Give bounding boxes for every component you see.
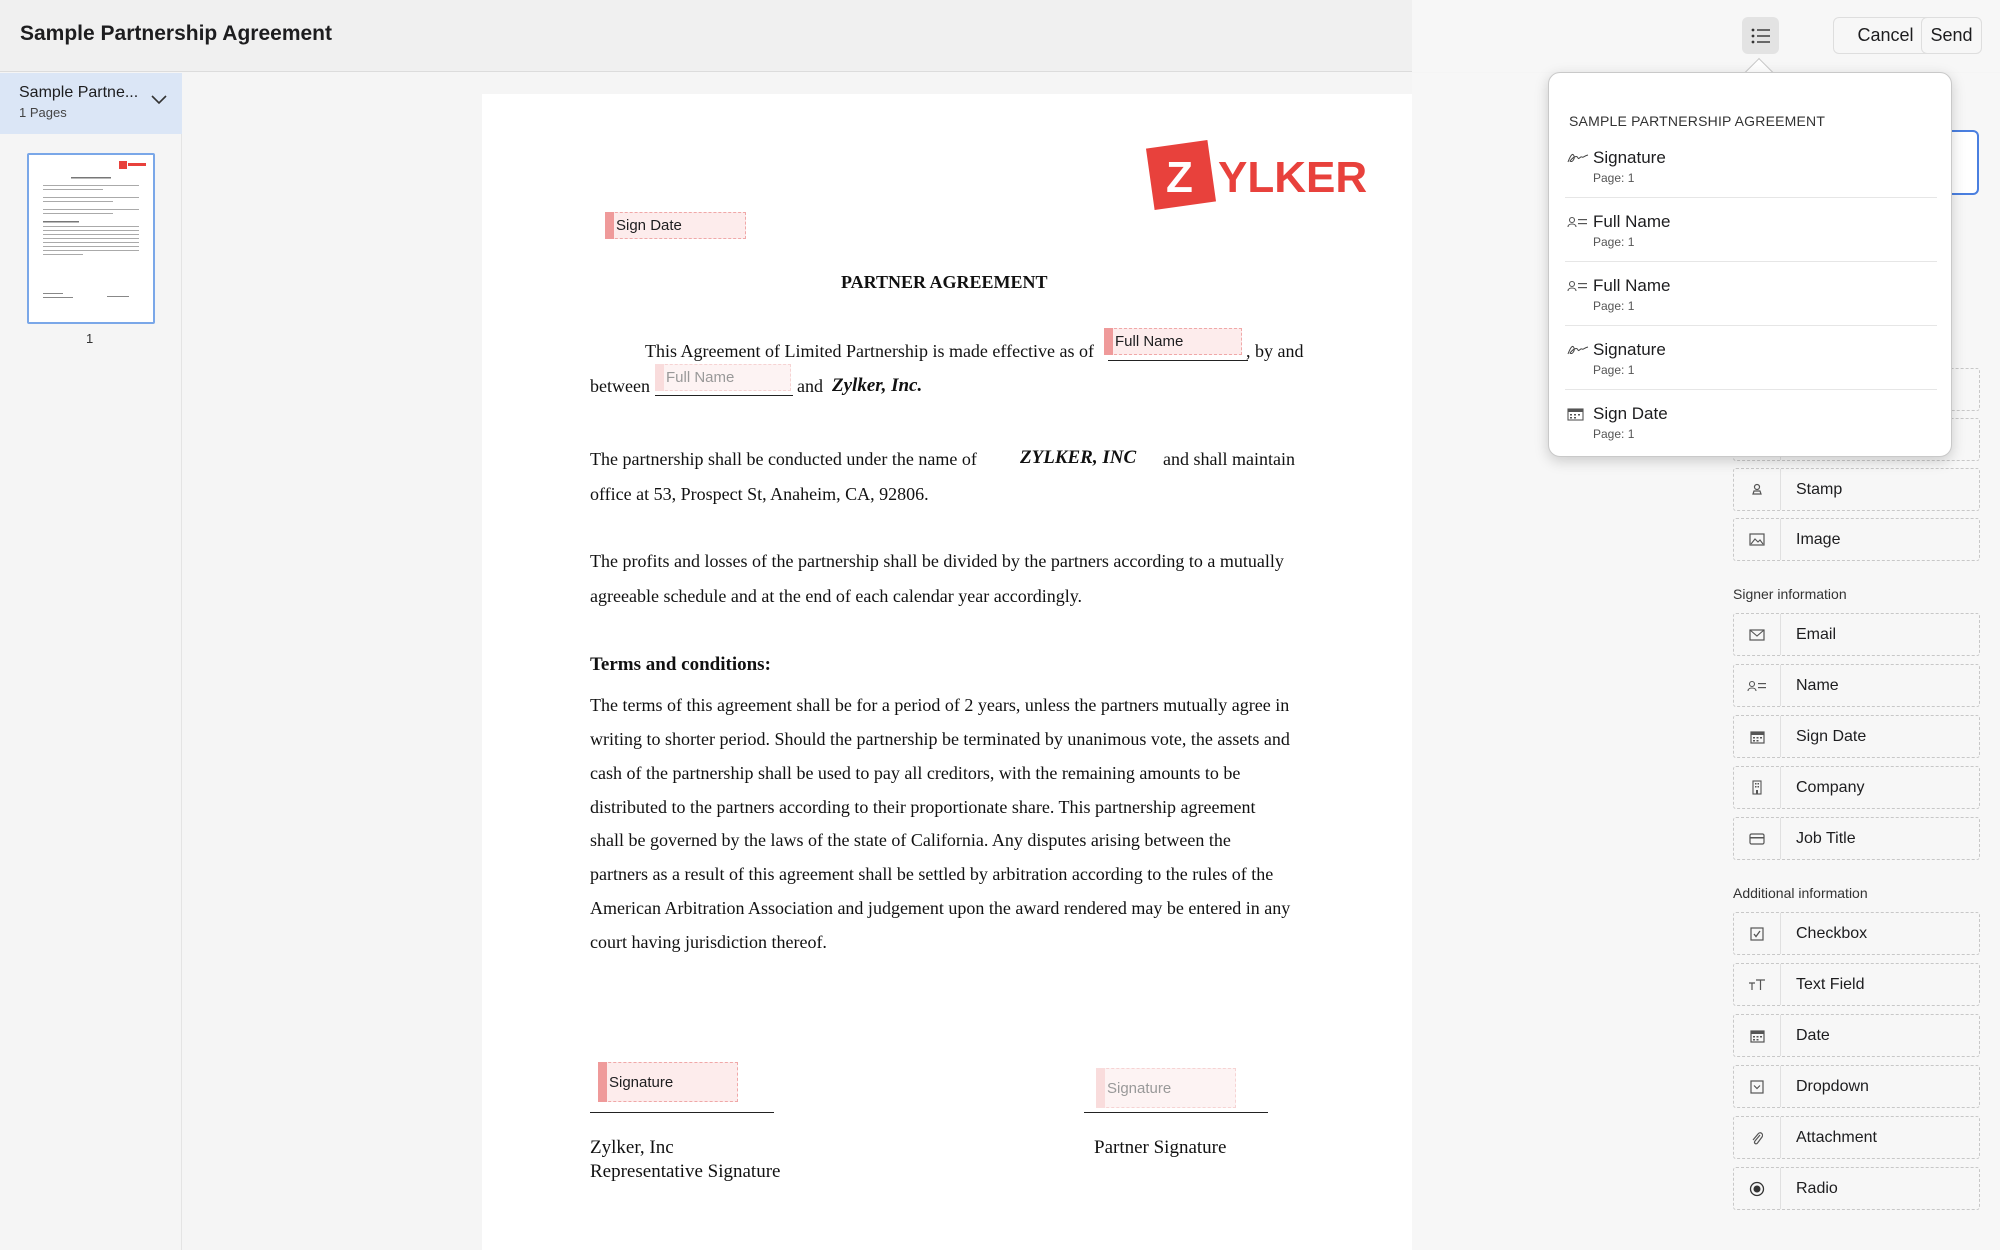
radio-icon (1749, 1181, 1765, 1197)
signer-information-heading: Signer information (1733, 586, 1847, 602)
name-icon (1567, 215, 1589, 229)
agreement-title: PARTNER AGREEMENT (841, 272, 1048, 292)
document-page (482, 94, 1412, 1250)
terms-line: cash of the partnership shall be used to pay all creditors, with the remaining amounts to be (590, 763, 1241, 783)
name-icon (1747, 680, 1767, 692)
field-type-job-title[interactable]: Job Title (1733, 817, 1980, 860)
building-icon (1751, 780, 1763, 795)
selected-field-outline (1949, 130, 1979, 195)
paragraph-2-text: The partnership shall be conducted under the name of (590, 449, 977, 469)
calendar-icon (1750, 730, 1765, 744)
field-type-stamp[interactable]: Stamp (1733, 468, 1980, 511)
paragraph-1-end: , by and (1246, 341, 1304, 361)
field-type-checkbox[interactable]: Checkbox (1733, 912, 1980, 955)
signature-icon (1567, 151, 1589, 165)
full-name-field-2[interactable]: Full Name (655, 364, 791, 391)
signer-role: Representative Signature (590, 1161, 781, 1182)
field-type-attachment[interactable]: Attachment (1733, 1116, 1980, 1159)
terms-heading: Terms and conditions: (590, 654, 771, 675)
top-bar (0, 0, 2000, 72)
field-type-text-field[interactable]: Text Field (1733, 963, 1980, 1006)
zylker-logo (1140, 136, 1370, 221)
paragraph-1-between: between (590, 376, 650, 396)
paragraph-1-and: and (797, 376, 823, 396)
company-name: ZYLKER, INC (1020, 447, 1137, 468)
image-icon (1749, 533, 1765, 546)
field-type-name[interactable]: Name (1733, 664, 1980, 707)
paragraph-2-address: office at 53, Prospect St, Anaheim, CA, 92806. (590, 484, 929, 504)
document-name: Sample Partne... (19, 84, 139, 101)
svg-text:YLKER: YLKER (1218, 153, 1368, 202)
send-button[interactable]: Send (1921, 17, 1982, 54)
terms-line: The terms of this agreement shall be for a period of 2 years, unless the partners mutually agree in (590, 695, 1290, 715)
terms-line: writing to shorter period. Should the partnership be terminated by unanimous vote, the assets and (590, 729, 1290, 749)
signature-icon (1567, 343, 1589, 357)
email-icon (1749, 629, 1765, 641)
field-type-radio[interactable]: Radio (1733, 1167, 1980, 1210)
fields-list-popover (1548, 72, 1952, 457)
checkbox-icon (1750, 927, 1764, 941)
thumbnail-preview (29, 155, 153, 322)
sign-date-field[interactable]: Sign Date (605, 212, 746, 239)
paragraph-1-text: This Agreement of Limited Partnership is made effective as of (645, 341, 1095, 361)
additional-information-heading: Additional information (1733, 885, 1868, 901)
terms-line: distributed to the partners according to their proportionate share. This partnership agreement (590, 797, 1256, 817)
page-thumbnails-pane (0, 73, 182, 1250)
document-selector[interactable] (0, 73, 182, 134)
signature-field-1[interactable]: Signature (598, 1062, 738, 1102)
field-type-company[interactable]: Company (1733, 766, 1980, 809)
list-icon (1751, 28, 1771, 44)
paragraph-3-line-2: agreeable schedule and at the end of each calendar year accordingly. (590, 586, 1083, 606)
popover-item-signature[interactable]: Signature Page: 1 (1565, 327, 1937, 390)
terms-line: American Arbitration Association and judgement upon the award rendered may be entered in any (590, 898, 1291, 918)
popover-item-full-name[interactable]: Full Name Page: 1 (1565, 263, 1937, 326)
full-name-field-1[interactable]: Full Name (1104, 328, 1242, 355)
popover-item-full-name[interactable]: Full Name Page: 1 (1565, 199, 1937, 262)
popover-item-signature[interactable]: Signature Page: 1 (1565, 135, 1937, 198)
partner-signature-label: Partner Signature (1094, 1137, 1227, 1158)
popover-item-sign-date[interactable]: Sign Date Page: 1 (1565, 391, 1937, 454)
fields-list-button[interactable] (1742, 17, 1779, 54)
calendar-icon (1567, 407, 1585, 421)
stamp-icon (1750, 483, 1764, 497)
name-icon (1567, 279, 1589, 293)
field-type-dropdown[interactable]: Dropdown (1733, 1065, 1980, 1108)
popover-title: SAMPLE PARTNERSHIP AGREEMENT (1569, 113, 1826, 129)
paragraph-2-cont: and shall maintain (1163, 449, 1295, 469)
text-icon (1748, 979, 1766, 991)
page-count: 1 Pages (19, 105, 67, 120)
paragraph-3-line-1: The profits and losses of the partnership shall be divided by the partners according to a mutually (590, 551, 1284, 571)
document-title: Sample Partnership Agreement (20, 22, 332, 45)
paperclip-icon (1751, 1130, 1763, 1146)
terms-line: shall be governed by the laws of the state of California. Any disputes arising between the (590, 830, 1231, 850)
signer-company: Zylker, Inc (590, 1137, 674, 1158)
terms-line: partners as a result of this agreement shall be settled by arbitration according to the rules of the (590, 864, 1274, 884)
field-type-email[interactable]: Email (1733, 613, 1980, 656)
cancel-button[interactable]: Cancel (1833, 17, 1938, 54)
terms-line: court having jurisdiction thereof. (590, 932, 827, 952)
field-type-sign-date[interactable]: Sign Date (1733, 715, 1980, 758)
page-thumbnail[interactable] (27, 153, 155, 324)
field-type-image[interactable]: Image (1733, 518, 1980, 561)
svg-text:Z: Z (1166, 153, 1193, 202)
dropdown-icon (1750, 1080, 1764, 1094)
id-card-icon (1749, 833, 1765, 845)
field-type-date[interactable]: Date (1733, 1014, 1980, 1057)
party-zylker: Zylker, Inc. (832, 375, 923, 396)
chevron-down-icon (151, 95, 167, 105)
calendar-icon (1750, 1029, 1765, 1043)
signature-field-2[interactable]: Signature (1096, 1068, 1236, 1108)
thumbnail-page-number: 1 (86, 331, 94, 346)
